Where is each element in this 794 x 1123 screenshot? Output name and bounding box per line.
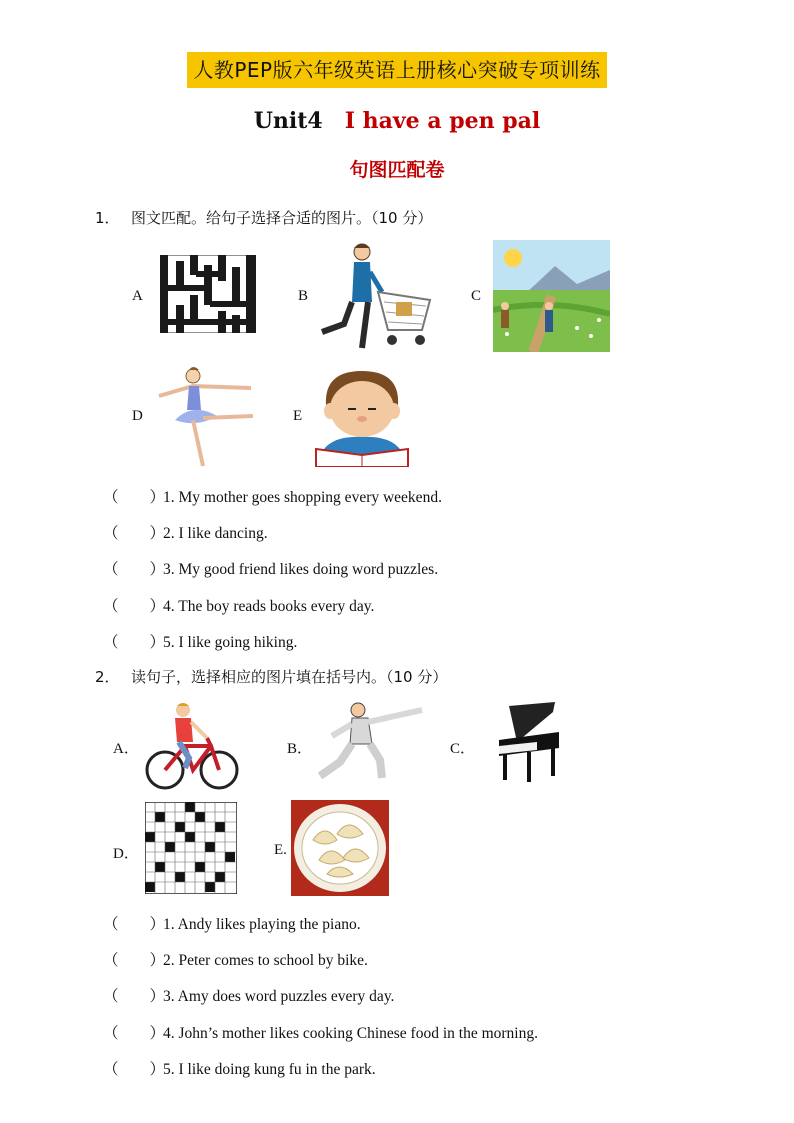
option-label-b: B． xyxy=(287,741,313,757)
worksheet-subtitle: 句图匹配卷 xyxy=(349,159,445,181)
answer-parenthesis[interactable]: （ ） xyxy=(103,916,166,933)
word-puzzle-image xyxy=(145,802,237,894)
unit-heading xyxy=(0,108,794,134)
dancing-image xyxy=(153,362,257,470)
sentence-text: 1. My mother goes shopping every weekend. xyxy=(163,489,442,506)
s1-item-3 xyxy=(103,557,438,579)
crossword-image xyxy=(160,255,256,333)
option-label-c: C． xyxy=(450,741,476,757)
answer-parenthesis[interactable]: （ ） xyxy=(103,1025,166,1042)
bike-image xyxy=(145,700,239,792)
answer-parenthesis[interactable]: （ ） xyxy=(103,598,166,615)
section2-number: 2． xyxy=(95,668,120,686)
section1-title xyxy=(95,207,432,228)
answer-parenthesis[interactable]: （ ） xyxy=(103,525,166,542)
option-label-d: D xyxy=(132,408,143,424)
s1-item-5 xyxy=(103,630,297,652)
sentence-text: 3. My good friend likes doing word puzzles. xyxy=(163,561,439,578)
option-label-c: C xyxy=(471,288,482,304)
kung-fu-image xyxy=(318,698,428,780)
piano-image xyxy=(497,700,561,786)
s2-item-3 xyxy=(103,984,394,1006)
s2-item-2 xyxy=(103,948,368,970)
sentence-text: 2. Peter comes to school by bike. xyxy=(163,952,368,969)
answer-parenthesis[interactable]: （ ） xyxy=(103,1061,166,1078)
answer-parenthesis[interactable]: （ ） xyxy=(103,988,166,1005)
answer-parenthesis[interactable]: （ ） xyxy=(103,634,166,651)
sentence-text: 1. Andy likes playing the piano. xyxy=(163,916,361,933)
sentence-text: 3. Amy does word puzzles every day. xyxy=(163,988,395,1005)
section2-title xyxy=(95,666,447,687)
answer-parenthesis[interactable]: （ ） xyxy=(103,952,166,969)
sentence-text: 2. I like dancing. xyxy=(163,525,268,542)
section2-instruction: 读句子，选择相应的图片填在括号内。（10 分） xyxy=(131,668,448,686)
reading-image xyxy=(312,365,412,467)
answer-parenthesis[interactable]: （ ） xyxy=(103,561,166,578)
shopping-image xyxy=(318,240,436,352)
s2-item-1 xyxy=(103,912,361,934)
sentence-text: 5. I like going hiking. xyxy=(163,634,298,651)
option-label-d: D． xyxy=(113,846,139,862)
option-label-b: B xyxy=(298,288,309,304)
s2-item-4 xyxy=(103,1021,538,1043)
s1-item-4 xyxy=(103,594,374,616)
hiking-image xyxy=(493,240,610,352)
option-label-e: E. xyxy=(274,842,287,858)
s1-item-1 xyxy=(103,485,442,507)
s1-item-2 xyxy=(103,521,268,543)
worksheet-title: 人教PEP版六年级英语上册核心突破专项训练 xyxy=(187,52,606,88)
unit-label: Unit4 xyxy=(253,108,323,134)
worksheet-header xyxy=(0,52,794,88)
dumplings-image xyxy=(291,800,389,896)
section1-instruction: 图文匹配。给句子选择合适的图片。（10 分） xyxy=(131,209,433,227)
s2-item-5 xyxy=(103,1057,376,1079)
option-label-a: A xyxy=(132,288,143,304)
section1-number: 1． xyxy=(95,209,120,227)
sentence-text: 4. The boy reads books every day. xyxy=(163,598,375,615)
option-label-e: E xyxy=(293,408,303,424)
sentence-text: 5. I like doing kung fu in the park. xyxy=(163,1061,376,1078)
option-label-a: A． xyxy=(113,741,139,757)
sentence-text: 4. John’s mother likes cooking Chinese food in the morning. xyxy=(163,1025,538,1042)
unit-name: I have a pen pal xyxy=(344,108,541,134)
answer-parenthesis[interactable]: （ ） xyxy=(103,489,166,506)
